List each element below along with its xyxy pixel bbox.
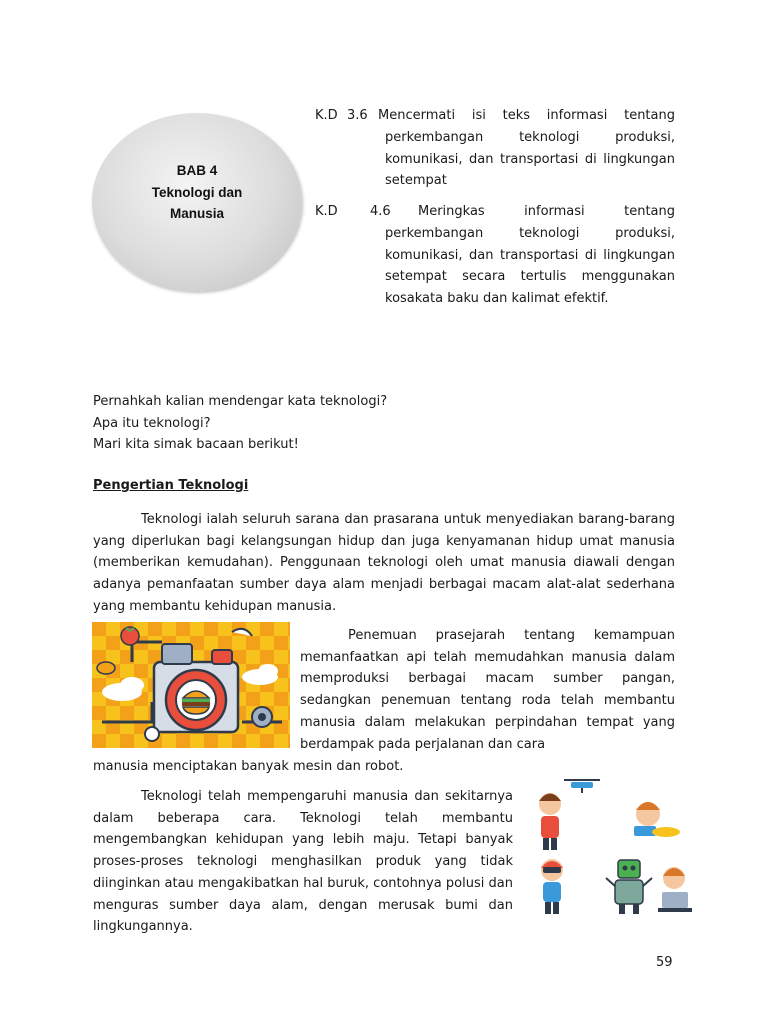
chapter-number: BAB 4 xyxy=(176,163,218,178)
paragraph-2: Penemuan prasejarah tentang kemampuan memanfaatkan api telah memudahkan manusia dalam memproduksi berbagai macam sumber pangan, sedangkan penemuan tentang roda telah membantu manusia dalam melakukan perpindahan tempat yang berdampak pada perjalanan dan cara xyxy=(300,628,675,752)
kd-first-line: Mencermati isi teks informasi tentang xyxy=(378,108,675,123)
page-number: 59 xyxy=(656,955,673,970)
paragraph-1: Teknologi ialah seluruh sarana dan prasarana untuk menyediakan barang-barang yang diperlukan bagi kelangsungan hidup dan juga kenyamanan hidup umat manusia (memberikan kemudahan). Penggunaan teknologi oleh umat manusia diawali dengan adanya pemanfaatan sumber daya alam menjadi berbagai macam alat-alat sederhana yang membantu kehidupan manusia. xyxy=(93,512,675,614)
kd-body: perkembangan teknologi produksi, komunikasi, dan transportasi di lingkungan setempat xyxy=(385,130,675,189)
food-machine-illustration xyxy=(92,622,290,748)
paragraph-2-continued: manusia menciptakan banyak mesin dan robot. xyxy=(93,759,404,774)
kd-number: 3.6 xyxy=(347,108,368,123)
chapter-title-line1: Teknologi dan xyxy=(151,184,243,200)
chapter-title-line2: Manusia xyxy=(169,206,224,221)
kd-first-line: Meringkas informasi tentang xyxy=(418,204,675,219)
chapter-title xyxy=(92,160,302,225)
kd-body: perkembangan teknologi produksi, komunikasi, dan transportasi di lingkungan setempat secara tertulis menggunakan kosakata baku dan kalimat efektif. xyxy=(385,226,675,307)
section-heading: Pengertian Teknologi xyxy=(93,478,249,493)
kd-label: K.D xyxy=(315,108,338,123)
intro-line: Mari kita simak bacaan berikut! xyxy=(93,437,299,452)
paragraph-3: Teknologi telah mempengaruhi manusia dan sekitarnya dalam beberapa cara. Teknologi telah membantu mengembangkan kehidupan yang lebih maju. Tetapi banyak proses-proses teknologi menghasilkan produk yang tidak diinginkan atau mengakibatkan hal buruk, contohnya polusi dan menguras sumber daya alam, dengan merusak bumi dan lingkungannya. xyxy=(93,789,513,935)
intro-line: Pernahkah kalian mendengar kata teknologi? xyxy=(93,394,388,409)
kd-label: K.D xyxy=(315,204,338,219)
intro-line: Apa itu teknologi? xyxy=(93,416,211,431)
kd-number: 4.6 xyxy=(370,204,391,219)
kids-technology-illustration xyxy=(526,774,696,920)
